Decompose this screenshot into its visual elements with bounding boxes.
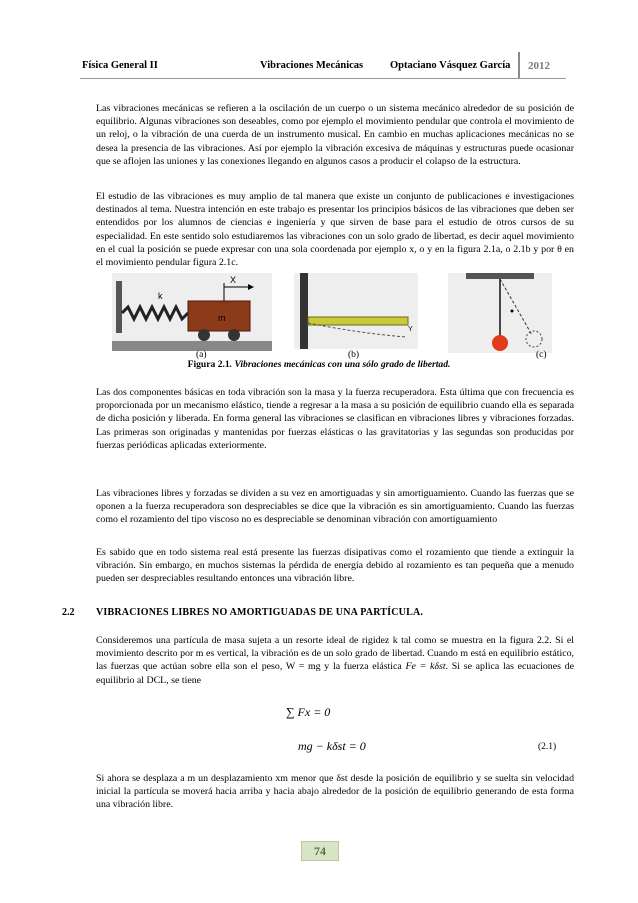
figure-label-c: (c)	[536, 350, 547, 360]
paragraph-2: El estudio de las vibraciones es muy amplio de tal manera que existe un conjunto de publicaciones e investigaciones destinados al tema. Nuestra intención en este trabajo es presentar los principios básicos de las vibraciones que deben ser entendidos por los alumnos de ciencias e ingeniería y que sirven de base para el estudio de otros cursos de su especialidad. En este sentido solo estudiaremos las vibraciones con un solo grado de libertad, es decir aquel movimiento en el cual la posición se puede expresar con una sola coordenada por ejemplo x, o y en la figura 2.1a, o 2.1b y por θ en el movimiento pendular figura 2.1c.	[96, 191, 574, 269]
figure-b-cantilever	[294, 273, 418, 349]
equation-sum-fx: ∑ Fx = 0	[286, 705, 331, 719]
paragraph-6-tail: . Si se aplica las ecuaciones de equilibrio al DCL, se tiene	[96, 661, 575, 686]
figure-caption	[0, 359, 638, 370]
x-label: X	[230, 275, 237, 285]
equation-equilibrium: mg − kδst = 0	[298, 739, 366, 753]
inline-force-equation: Fe = kδst	[405, 661, 446, 673]
figure-caption-text: . Vibraciones mecánicas con una sólo grado de libertad.	[229, 359, 451, 370]
mass-label: m	[218, 313, 226, 323]
page-header	[80, 52, 566, 78]
figure-c-pendulum	[448, 273, 552, 353]
header-rule	[80, 78, 566, 79]
paragraph-7: Si ahora se desplaza a m un desplazamiento xm menor que δst desde la posición de equilibrio y se suelta sin velocidad inicial la partícula se moverá hacia arriba y hacia abajo alrededor de la posición de equilibrio generando de esta forma una vibración libre.	[96, 773, 574, 811]
spring-label: k	[158, 291, 163, 301]
y-label: Y	[408, 326, 413, 333]
paragraph-6	[96, 634, 574, 687]
figure-caption-number: Figura 2.1	[187, 359, 230, 370]
figure-label-b: (b)	[348, 350, 360, 360]
paragraph-3: Las dos componentes básicas en toda vibración son la masa y la fuerza recuperadora. Esta última que con frecuencia es proporcionada por un mecanismo elástico, tiende a regresar a la masa a su posición de equilibrio cuando ella es separada de dicha posición y liberada. En forma general las vibraciones se clasifican en vibraciones libres y vibraciones forzadas. Las primeras son originadas y mantenidas por fuerzas elásticas o las gravitatorias y las segundas son producidas por fuerzas periódicas aplicadas exteriormente.	[96, 387, 574, 451]
header-subject: Física General II	[82, 60, 158, 71]
equation-number: (2.1)	[538, 742, 557, 752]
paragraph-6-text: Consideremos una partícula de masa sujeta a un resorte ideal de rigidez k tal como se muestra en la figura 2.2. Si el movimiento descrito por m es vertical, la vibración es de un solo grado de libertad. Cuando m está en equilibrio estático, las fuerzas que actúan sobre ella son el peso, W = mg y la fuerza elástica	[96, 635, 574, 673]
paragraph-4: Las vibraciones libres y forzadas se dividen a su vez en amortiguadas y sin amortiguamiento. Cuando las fuerzas que se oponen a la fuerza recuperadora son despreciables se dice que la vibración es sin amortiguamiento. Cuando las fuerzas como el rozamiento del tipo viscoso no es despreciable se denominan vibración con amortiguamiento	[96, 488, 574, 526]
header-divider	[518, 52, 520, 78]
header-topic: Vibraciones Mecánicas	[260, 60, 364, 71]
paragraph-5: Es sabido que en todo sistema real está presente las fuerzas disipativas como el rozamiento que tiende a extinguir la vibración. Sin embargo, en muchos sistemas la pérdida de energía debido al rozamiento es tan pequeña que a menudo pueden ser despreciables resultando entonces una vibración libre.	[96, 547, 574, 585]
header-author: Optaciano Vásquez García	[390, 60, 511, 71]
paragraph-1: Las vibraciones mecánicas se refieren a la oscilación de un cuerpo o un sistema mecánico alrededor de su posición de equilibrio. Algunas vibraciones son deseables, como por ejemplo el movimiento pendular que controla el movimiento de un reloj, o la vibración de una cuerda de un instrumento musical. En cambio en muchas aplicaciones mecánicas no se desea la presencia de las vibraciones. Así por ejemplo la vibración excesiva de máquinas y estructuras puede ocasionar que se aflojen las uniones y las conexiones llegando en algunos casos a producir el colapso de la estructura.	[96, 103, 574, 167]
section-number: 2.2	[62, 607, 75, 618]
figure-a-spring-cart	[112, 273, 272, 351]
header-year: 2012	[528, 60, 550, 72]
section-title: VIBRACIONES LIBRES NO AMORTIGUADAS DE UNA PARTÍCULA.	[96, 607, 424, 618]
page-number: 74	[301, 841, 339, 861]
figure-label-a: (a)	[196, 350, 207, 360]
